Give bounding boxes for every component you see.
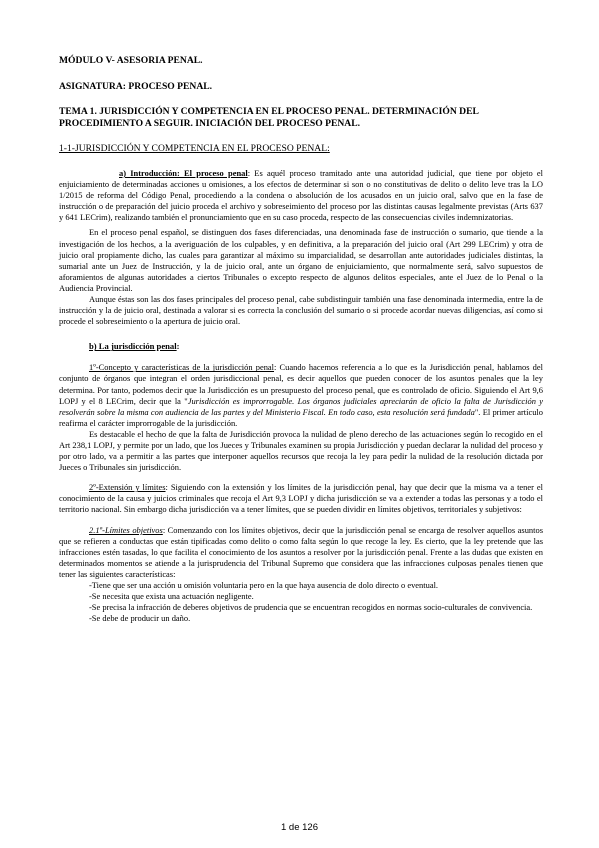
list-item: -Se necesita que exista una actuación negligente.	[89, 591, 254, 602]
subject-heading: ASIGNATURA: PROCESO PENAL.	[59, 80, 213, 92]
page-number: 1 de 126	[281, 822, 318, 833]
intro-lead	[89, 168, 248, 178]
concept-paragraph	[59, 362, 543, 429]
phases-paragraph: En el proceso penal español, se distinguen dos fases diferenciadas, una denominada fase de instrucción o sumario, que tiende a la investigación de los hechos, a la averiguación de los culpables, y en definitiva, a la preparación del juicio oral (Art 299 LECrim) y otra de juicio oral propiamente dicho, las cuales para garantizar al máximo su imparcialidad, se desarrollan ante autoridades judiciales distintas, la sumarial ante un Juez de Instrucción, y la de juicio oral, ante un órgano de enjuiciamiento, que normalmente será, salvo supuestos de aforamientos de algunas autoridades a ciertos Tribunales o excepto respecto de algunos delitos especiales, ante el Juez de lo Penal o la Audiencia Provincial.	[59, 227, 543, 293]
intro-paragraph	[59, 168, 543, 223]
extension-text: : Siguiendo con la extensión y los límites de la jurisdicción penal, hay que decir que la misma va a tener el conocimiento de la causa y juicios criminales que recoja el Art 9,3 LOPJ y dicha jurisdicción se va a extender a todas las personas y a todo el territorio nacional. Sin embargo dicha jurisdicción va a tener límites, que se pueden dividir en límites objetivos, territoriales y subjetivos:	[59, 482, 543, 515]
concept-text: : Cuando hacemos referencia a lo que es la Jurisdicción penal, hablamos del conjunto de órganos que integran el orden jurisdiccional penal, es decir aquellos que pueden conocer de los asuntos penales que la ley determina. Por tanto, podemos decir que la Jurisdicción es un presupuesto del proceso penal, que es controlado de oficio. Siguiendo el Art 9,6 LOPJ y el 8 LECrim, decir que la "	[59, 362, 543, 406]
section-title: 1-1-JURISDICCIÓN Y COMPETENCIA EN EL PROCESO PENAL	[59, 143, 328, 154]
concept-end: ". El primer artículo reafirma el carácter improrrogable de la jurisdicción.	[59, 406, 544, 428]
concept-title: 1º-Concepto y características de la jurisdicción penal	[89, 362, 275, 373]
objective-limits-text: : Comenzando con los límites objetivos, decir que la jurisdicción penal se encarga de resolver aquellos asuntos que se refieren a conductas que están tipificadas como delito o como falta según lo que recoge la ley. Es cierto, que la ley pretende que las infracciones estén tasadas, lo que facilita el conocimiento de los asuntos a resolver por la jurisdicción penal. Frente a las dudas que existen en determinados momentos se atiende a la jurisprudencia del Tribunal Supremo que considera que las infracciones culposas penales tienen que tener las siguientes características:	[59, 524, 543, 579]
intermediate-phase-paragraph: Aunque éstas son las dos fases principales del proceso penal, cabe subdistinguir también una fase denominada intermedia, entre la de instrucción y la de juicio oral, destinada a valorar si es correcta la conclusión del sumario o si procede acordar nuevas diligencias, así como si procede el sobreseimiento o la apertura de juicio oral.	[59, 294, 543, 327]
subsection-b-title: b) La jurisdicción penal	[89, 341, 177, 352]
subsection-b-colon: :	[176, 341, 180, 352]
module-heading: MÓDULO V- ASESORIA PENAL.	[59, 55, 203, 66]
objective-limits-paragraph	[59, 525, 543, 580]
document-page	[59, 55, 543, 624]
concept-quote: Jurisdicción es improrrogable. Los órganos judiciales apreciarán de oficio la falta de Jurisdicción y resolverán sobre la misma con audiencia de las partes y del Ministerio Fiscal. En todo caso, esta resolución será fundada	[59, 395, 544, 417]
extension-title: 2º-Extensión y límites	[89, 482, 166, 493]
extension-paragraph	[59, 482, 543, 515]
section-heading	[59, 143, 543, 155]
tema-heading: TEMA 1. JURISDICCIÓN Y COMPETENCIA EN EL PROCESO PENAL. DETERMINACIÓN DEL PROCEDIMIENTO A SEGUIR. INICIACIÓN DEL PROCESO PENAL.	[59, 106, 479, 129]
intro-lead-text: a) Introducción: El proceso penal	[119, 168, 248, 178]
objective-limits-title: 2.1º-Límites objetivos	[89, 524, 163, 535]
section-colon: :	[327, 143, 330, 154]
list-item: -Tiene que ser una acción u omisión voluntaria pero en la que haya ausencia de dolo directo o eventual.	[89, 580, 439, 590]
intro-text: : Es aquél proceso tramitado ante una autoridad judicial, que tiene por objeto el enjuiciamiento de determinadas acciones u omisiones, a los efectos de determinar si son o no constitutivas de delito o delito leve tras la LO 1/2015 de reforma del Código Penal, procediendo a la condena o absolución de los acusados en un juicio oral, salvo que en la fase de instrucción o de preparación del juicio proceda el archivo y sobreseimiento del proceso por las distintas causas legalmente previstas (Arts 637 y 641 LECrim), realizando también el pronunciamiento que en su caso proceda, respecto de las consecuencias civiles indemnizatorias.	[59, 168, 543, 223]
subsection-b-heading	[89, 340, 543, 352]
list-item: -Se precisa la infracción de deberes objetivos de prudencia que se encuentran recogidos en normas socio-culturales de convivencia.	[89, 602, 533, 613]
list-item: -Se debe de producir un daño.	[89, 613, 191, 624]
nullity-paragraph: Es destacable el hecho de que la falta de Jurisdicción provoca la nulidad de pleno derecho de las actuaciones según lo recogido en el Art 238,1 LOPJ, y permite por un lado, que los Jueces y Tribunales examinen su propia Jurisdicción y puedan declarar la nulidad del proceso y por otro lado, va a permitir a las partes que interponer aquellos recursos que recoja la ley para pedir la nulidad de la resolución dictada por Jueces o Tribunales sin jurisdicción.	[59, 428, 543, 473]
